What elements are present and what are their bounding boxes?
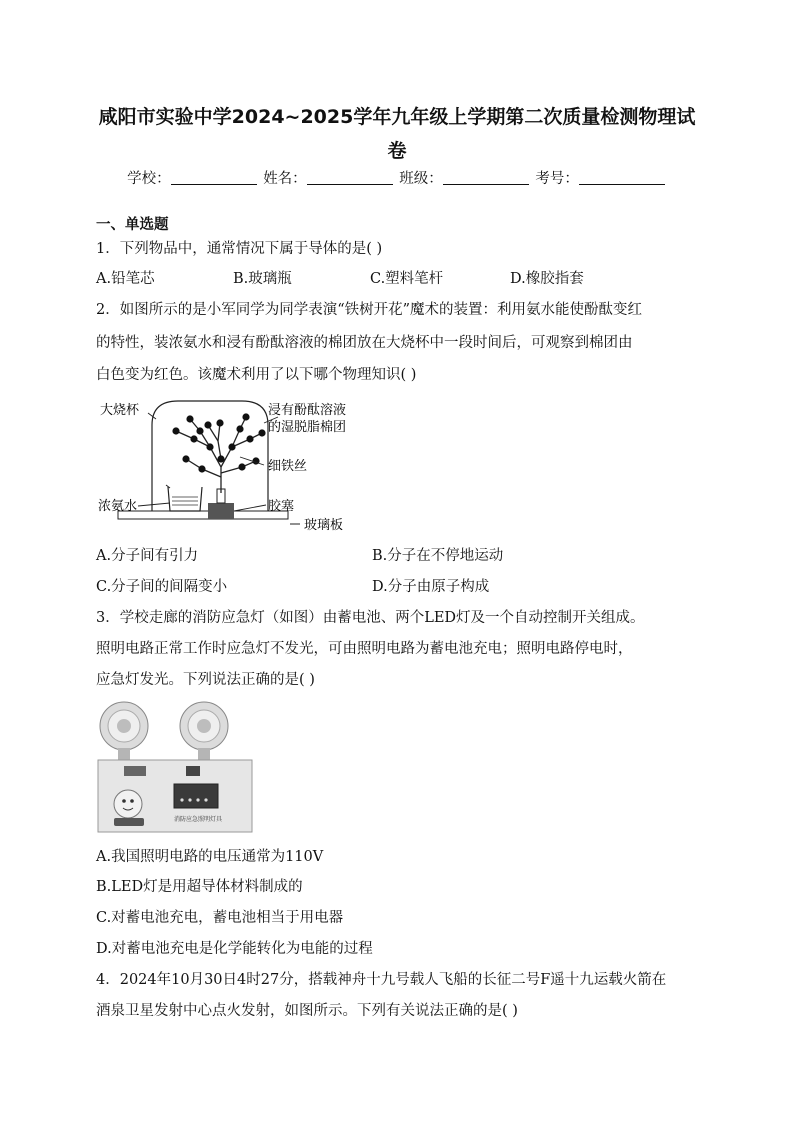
q4-stem-line-1: 4．2024年10月30日4时27分，搭载神舟十九号载人飞船的长征二号F遥十九运载火箭在 [96,972,667,988]
q1-option-b: B.玻璃瓶 [233,271,292,287]
control-panel [174,784,218,808]
label-cotton-line-1: 浸有酚酞溶液 [268,403,347,418]
class-label: 班级： [399,171,443,187]
q3-option-b: B.LED灯是用超导体材料制成的 [96,879,303,895]
section-heading: 一、单选题 [96,217,169,233]
school-blank[interactable] [171,170,257,185]
id-label: 考号： [535,171,579,187]
q2-option-b: B.分子在不停地运动 [372,548,504,564]
big-beaker [152,401,268,511]
q2-stem-line-2: 的特性，装浓氨水和浸有酚酞溶液的棉团放在大烧杯中一段时间后，可观察到棉团由 [96,335,633,351]
id-blank[interactable] [579,170,665,185]
label-glass-plate: 玻璃板 [304,518,344,533]
school-label: 学校： [127,171,171,187]
mascot-icon [114,790,142,818]
photo-caption: 消防应急照明灯具 [174,816,223,823]
q1-option-c: C.塑料笔杆 [370,271,444,287]
name-label: 姓名： [263,171,307,187]
title-line-2: 卷 [387,140,407,162]
name-blank[interactable] [307,170,393,185]
q3-stem-line-3: 应急灯发光。下列说法正确的是( ) [96,672,315,688]
q3-option-c: C.对蓄电池充电，蓄电池相当于用电器 [96,910,344,926]
label-cotton-line-2: 的湿脱脂棉团 [268,420,347,435]
exam-title [80,100,714,168]
emergency-light-photo [96,700,256,836]
q3-stem-line-2: 照明电路正常工作时应急灯不发光，可由照明电路为蓄电池充电；照明电路停电时， [96,641,633,657]
iron-wire-branches [176,417,262,493]
q4-stem-line-2: 酒泉卫星发射中心点火发射，如图所示。下列有关说法正确的是( ) [96,1003,518,1019]
q2-stem-line-3: 白色变为红色。该魔术利用了以下哪个物理知识( ) [96,367,417,383]
q2-option-c: C.分子间的间隔变小 [96,579,228,595]
q2-stem-line-1: 2．如图所示的是小军同学为同学表演“铁树开花”魔术的装置：利用氨水能使酚酞变红 [96,302,643,318]
q1-stem: 1．下列物品中，通常情况下属于导体的是( ) [96,241,383,257]
label-ammonia: 浓氨水 [98,499,138,514]
q3-option-a: A.我国照明电路的电压通常为110V [96,849,324,865]
ammonia-beaker [168,487,202,511]
glass-plate [118,511,288,519]
class-blank[interactable] [443,170,529,185]
label-stopper: 胶塞 [268,499,295,514]
iron-tree-diagram [90,393,370,538]
rubber-stopper [208,503,234,519]
label-big-beaker: 大烧杯 [100,403,140,418]
q2-option-d: D.分子由原子构成 [372,579,490,595]
q2-option-a: A.分子间有引力 [96,548,199,564]
q1-option-d: D.橡胶指套 [510,271,584,287]
title-line-1: 咸阳市实验中学2024~2025学年九年级上学期第二次质量检测物理试 [98,106,696,128]
q3-stem-line-1: 3．学校走廊的消防应急灯（如图）由蓄电池、两个LED灯及一个自动控制开关组成。 [96,610,645,626]
q3-option-d: D.对蓄电池充电是化学能转化为电能的过程 [96,941,373,957]
q1-option-a: A.铅笔芯 [96,271,155,287]
label-iron-wire: 细铁丝 [268,459,308,474]
student-info-row [0,168,794,190]
